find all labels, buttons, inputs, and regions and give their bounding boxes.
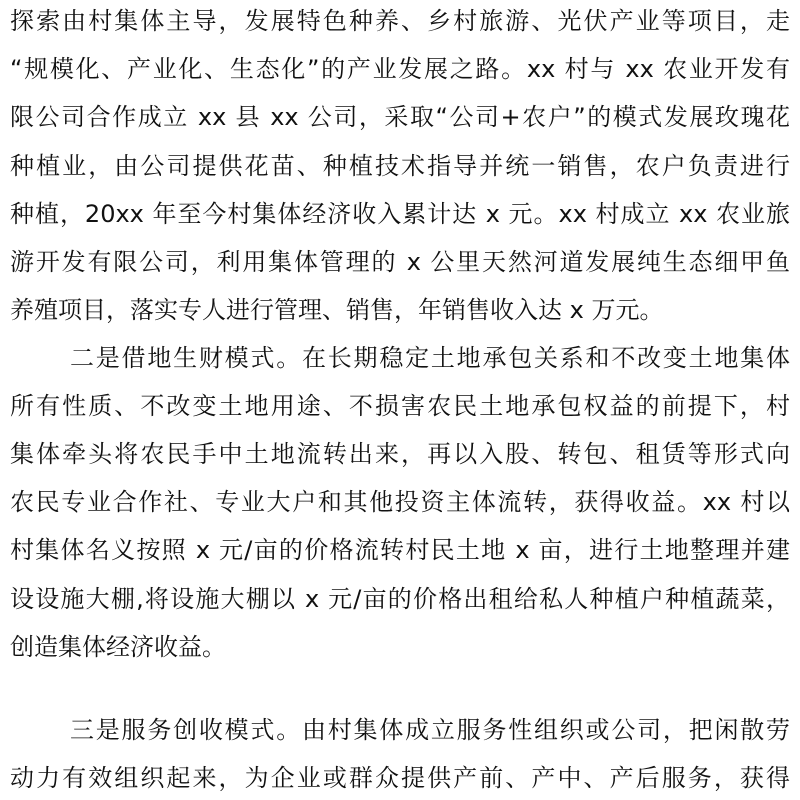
text-line [0, 710, 800, 750]
text-line [0, 482, 800, 522]
text-line-content: 设设施大棚,将设施大棚以 x 元/亩的价格出租给私人种植户种植蔬菜， [10, 585, 790, 613]
text-line [0, 49, 800, 89]
text-line-content: 所有性质、不改变土地用途、不损害农民土地承包权益的前提下，村 [10, 392, 790, 420]
text-line [0, 146, 800, 186]
text-line-content: 游开发有限公司，利用集体管理的 x 公里天然河道发展纯生态细甲鱼 [10, 248, 790, 276]
text-line [0, 194, 800, 234]
text-line-content: 三是服务创收模式。由村集体成立服务性组织或公司，把闲散劳 [70, 716, 790, 744]
text-line [0, 758, 800, 798]
text-line-content: 二是借地生财模式。在长期稳定土地承包关系和不改变土地集体 [70, 344, 790, 372]
text-line [0, 627, 800, 667]
text-line-content: 农民专业合作社、专业大户和其他投资主体流转，获得收益。xx 村以 [10, 488, 790, 516]
text-line [0, 579, 800, 619]
text-line [0, 386, 800, 426]
text-line-content: 探索由村集体主导，发展特色种养、乡村旅游、光伏产业等项目，走 [10, 7, 790, 35]
text-line [0, 338, 800, 378]
text-line [0, 97, 800, 137]
text-line-content: 养殖项目，落实专人进行管理、销售，年销售收入达 x 万元。 [10, 296, 664, 324]
text-line [0, 1, 800, 41]
text-line [0, 242, 800, 282]
text-line-content: 种植，20xx 年至今村集体经济收入累计达 x 元。xx 村成立 xx 农业旅 [10, 200, 790, 228]
text-line-content: “规模化、产业化、生态化”的产业发展之路。xx 村与 xx 农业开发有 [10, 55, 790, 83]
text-line-content: 集体牵头将农民手中土地流转出来，再以入股、转包、租赁等形式向 [10, 440, 790, 468]
text-line-content: 村集体名义按照 x 元/亩的价格流转村民土地 x 亩，进行土地整理并建 [10, 536, 790, 564]
text-line-content: 限公司合作成立 xx 县 xx 公司，采取“公司+农户”的模式发展玫瑰花 [10, 103, 790, 131]
text-line [0, 530, 800, 570]
text-line [0, 290, 800, 330]
text-line-content: 种植业，由公司提供花苗、种植技术指导并统一销售，农户负责进行 [10, 152, 790, 180]
text-line-content: 创造集体经济收益。 [10, 633, 226, 661]
text-line-content: 动力有效组织起来，为企业或群众提供产前、产中、产后服务，获得 [10, 764, 790, 792]
text-line [0, 434, 800, 474]
